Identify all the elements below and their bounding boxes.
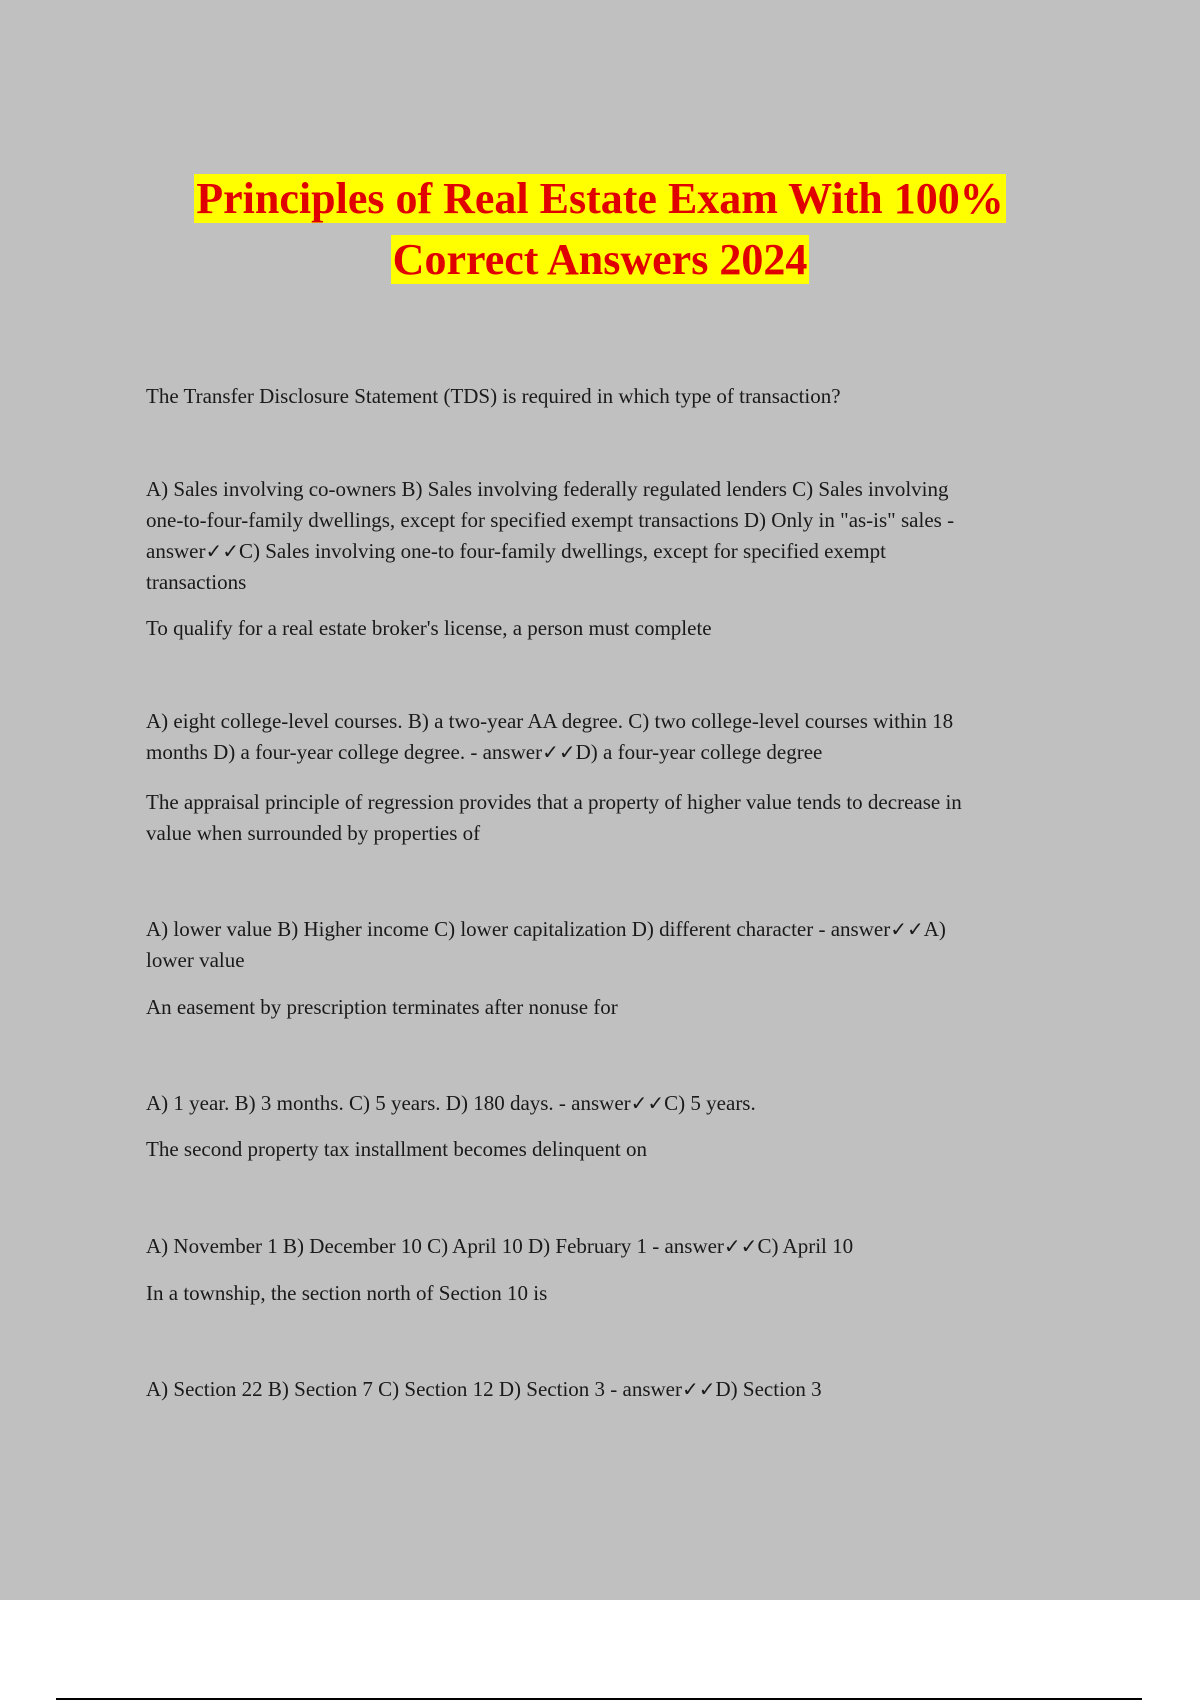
question-6: In a township, the section north of Section 10 is: [146, 1281, 548, 1305]
question-5: The second property tax installment becomes delinquent on: [146, 1137, 647, 1161]
question-3: The appraisal principle of regression provides that a property of higher value tends to decrease in value when surrounded by properties of: [146, 790, 962, 845]
answer-6: A) Section 22 B) Section 7 C) Section 12 D) Section 3 - answer✓✓D) Section 3: [146, 1377, 822, 1401]
title-line-1: Principles of Real Estate Exam With 100%: [196, 174, 1004, 223]
check-mark-icon: ✓✓: [542, 740, 576, 764]
answer-3: A) lower value B) Higher income C) lower capitalization D) different character - answer✓✓A) lower value: [146, 917, 946, 972]
check-mark-icon: ✓✓: [682, 1377, 716, 1401]
check-mark-icon: ✓✓: [890, 917, 924, 941]
check-mark-icon: ✓✓: [723, 1234, 758, 1258]
title-line-2: Correct Answers 2024: [392, 235, 808, 284]
answer-4: A) 1 year. B) 3 months. C) 5 years. D) 180 days. - answer✓✓C) 5 years.: [146, 1091, 756, 1115]
document-title: [0, 168, 1200, 290]
check-mark-icon: ✓✓: [630, 1091, 665, 1115]
answer-2: A) eight college-level courses. B) a two-year AA degree. C) two college-level courses within 18 months D) a four-year college degree. - answer✓✓D) a four-year college degree: [146, 709, 954, 764]
answer-1: A) Sales involving co-owners B) Sales involving federally regulated lenders C) Sales involving one-to-four-family dwellings, except for specified exempt transactions D) Only in "as-is" sales - answer✓✓C) Sales involving one-to four-family dwellings, except for specified exempt transactions: [146, 477, 955, 594]
question-4: An easement by prescription terminates after nonuse for: [146, 995, 618, 1019]
check-mark-icon: ✓✓: [205, 539, 239, 563]
question-2: To qualify for a real estate broker's license, a person must complete: [146, 616, 712, 640]
answer-5: A) November 1 B) December 10 C) April 10 D) February 1 - answer✓✓C) April 10: [146, 1234, 854, 1258]
question-1: The Transfer Disclosure Statement (TDS) is required in which type of transaction?: [146, 384, 841, 408]
